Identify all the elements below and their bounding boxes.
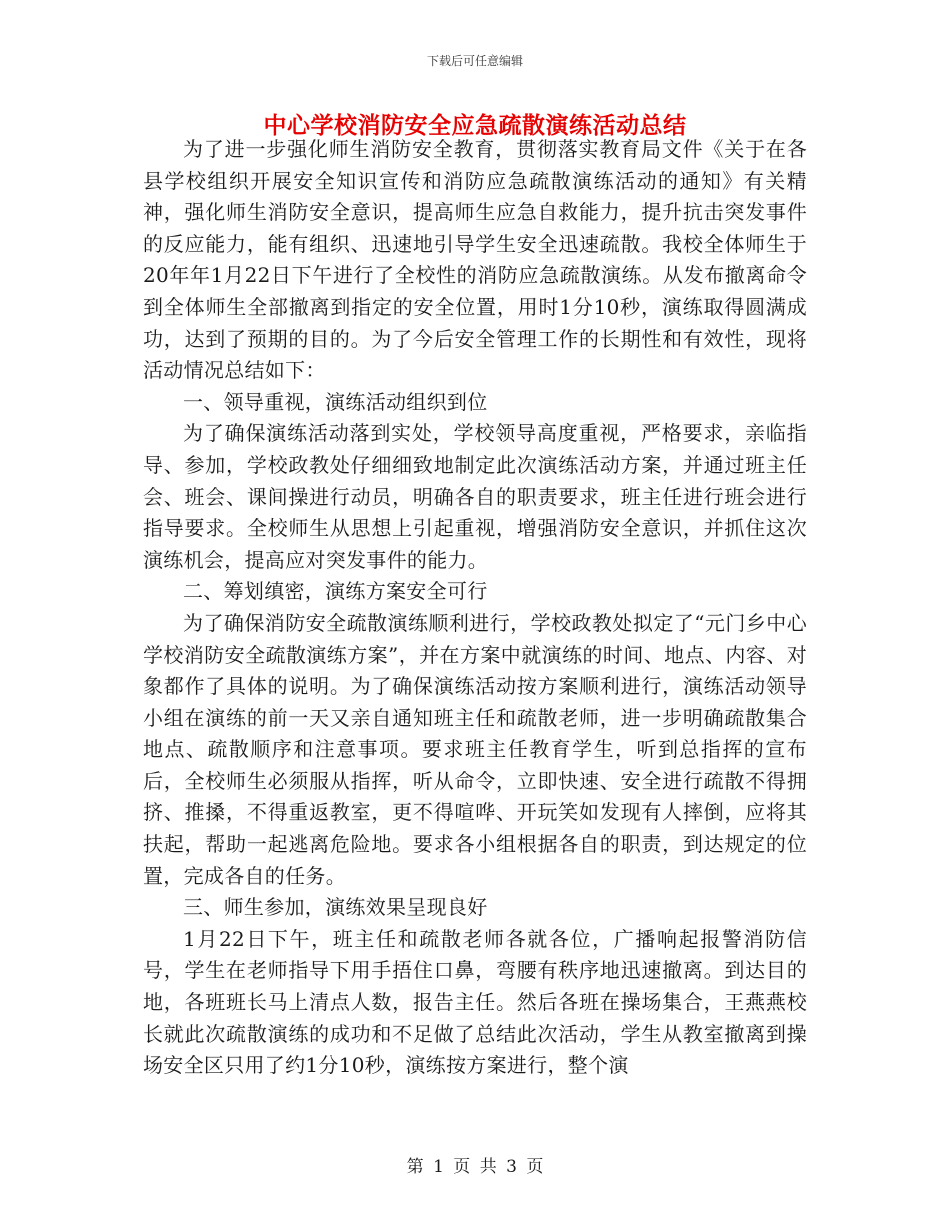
document-title: 中心学校消防安全应急疏散演练活动总结	[263, 112, 687, 139]
paragraph-intro: 为了进一步强化师生消防安全教育，贯彻落实教育局文件《关于在各县学校组织开展安全知识宣传和消防应急疏散演练活动的通知》有关精神，强化师生消防安全意识，提高师生应急自救能力，提升抗击突发事件的反应能力，能有组织、迅速地引导学生安全迅速疏散。我校全体师生于20年年1月22日下午进行了全校性的消防应急疏散演练。从发布撤离命令到全体师生全部撤离到指定的安全位置，用时1分10秒，演练取得圆满成功，达到了预期的目的。为了今后安全管理工作的长期性和有效性，现将活动情况总结如下：	[143, 137, 807, 383]
section-heading-3: 三、师生参加，演练效果呈现良好	[183, 895, 488, 920]
page-header-note: 下载后可任意编辑	[426, 54, 523, 68]
paragraph-section-3: 1月22日下午，班主任和疏散老师各就各位，广播响起报警消防信号，学生在老师指导下用手捂住口鼻，弯腰有秩序地迅速撤离。到达目的地，各班班长马上清点人数，报告主任。然后各班在操场集合，王燕燕校长就此次疏散演练的成功和不足做了总结此次活动，学生从教室撤离到操场安全区只用了约1分10秒，演练按方案进行，整个演	[143, 926, 807, 1078]
paragraph-section-1: 为了确保演练活动落到实处，学校领导高度重视，严格要求，亲临指导、参加，学校政教处仔细细致地制定此次演练活动方案，并通过班主任会、班会、课间操进行动员，明确各自的职责要求，班主任进行班会进行指导要求。全校师生从思想上引起重视，增强消防安全意识，并抓住这次演练机会，提高应对突发事件的能力。	[143, 421, 807, 572]
section-heading-2: 二、筹划缜密，演练方案安全可行	[183, 579, 488, 604]
paragraph-section-2: 为了确保消防安全疏散演练顺利进行，学校政教处拟定了“元门乡中心学校消防安全疏散演练方案”，并在方案中就演练的时间、地点、内容、对象都作了具体的说明。为了确保演练活动按方案顺利进行，演练活动领导小组在演练的前一天又亲自通知班主任和疏散老师，进一步明确疏散集合地点、疏散顺序和注意事项。要求班主任教育学生，听到总指挥的宣布后，全校师生必须服从指挥，听从命令，立即快速、安全进行疏散不得拥挤、推搡，不得重返教室，更不得喧哗、开玩笑如发现有人摔倒，应将其扶起，帮助一起逃离危险地。要求各小组根据各自的职责，到达规定的位置，完成各自的任务。	[143, 610, 807, 888]
section-heading-1: 一、领导重视，演练活动组织到位	[183, 389, 488, 414]
page-number-footer: 第 1 页 共 3 页	[406, 1157, 544, 1177]
document-body	[143, 134, 807, 1082]
